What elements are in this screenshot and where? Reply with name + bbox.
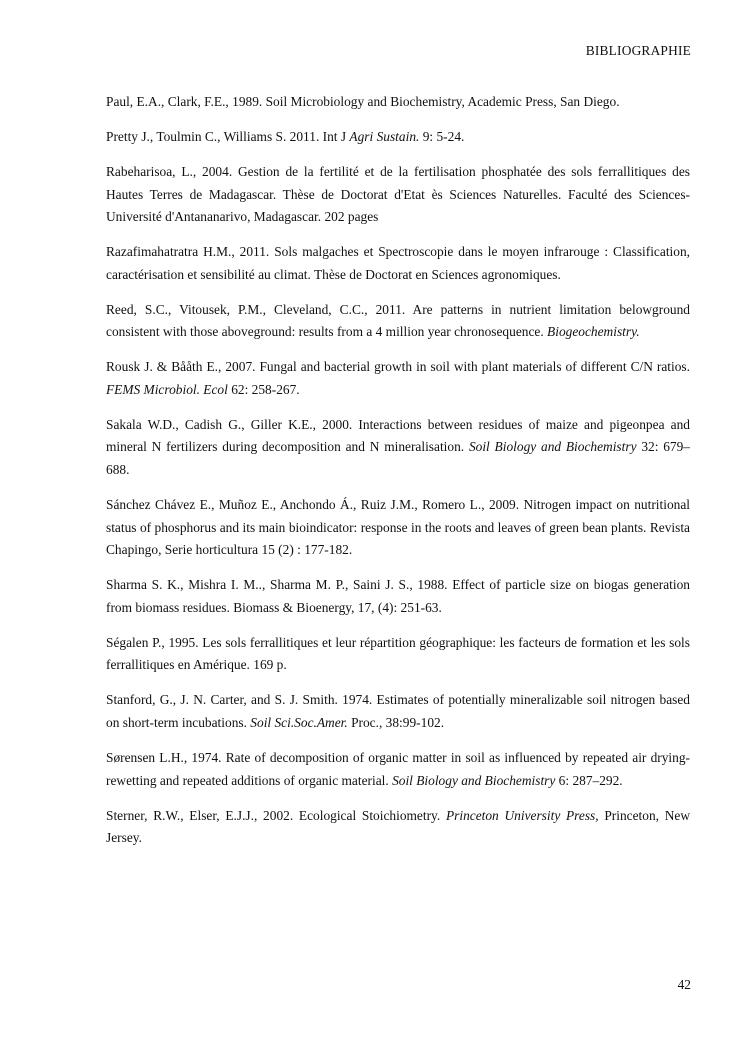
reference-text: Rabeharisoa, L., 2004. Gestion de la fertilité et de la fertilisation phosphatée des sols ferrallitiques des Hautes Terres de Madagascar. Thèse de Doctorat d'Etat ès Sciences Naturelles. Faculté des Sciences- Université d'Antananarivo, Madagascar. 202 pages	[106, 163, 690, 225]
reference-text: Sánchez Chávez E., Muñoz E., Anchondo Á., Ruiz J.M., Romero L., 2009. Nitrogen impact on nutritional status of phosphorus and its main bioindicator: response in the roots and leaves of green bean plants. Revista Chapingo, Serie horticultura 15 (2) : 177-182.	[106, 497, 690, 558]
reference-details: 62: 258-267.	[227, 381, 300, 397]
reference-journal: Soil Sci.Soc.Amer.	[250, 714, 348, 730]
reference-details: Proc., 38:99-102.	[347, 714, 445, 730]
reference-text: Ségalen P., 1995. Les sols ferrallitiques et leur répartition géographique: les facteurs de formation et les sols ferrallitiques en Amérique. 169 p.	[106, 634, 690, 673]
reference-journal: Soil Biology and Biochemistry	[468, 439, 637, 455]
reference-entry	[106, 805, 690, 850]
reference-details: , Princeton, New Jersey.	[106, 807, 690, 846]
reference-text: Paul, E.A., Clark, F.E., 1989. Soil Microbiology and Biochemistry, Academic Press, San Diego.	[106, 94, 620, 109]
reference-entry	[106, 241, 690, 286]
running-header: BIBLIOGRAPHIE	[585, 43, 691, 58]
reference-details: 9: 5-24.	[419, 128, 465, 144]
reference-entry	[106, 356, 690, 401]
reference-text: Rousk J. & Bååth E., 2007. Fungal and bacterial growth in soil with plant materials of different C/N ratios.	[106, 359, 690, 375]
reference-details: 32: 679–688.	[106, 439, 690, 478]
reference-entry	[106, 414, 690, 482]
reference-journal: Soil Biology and Biochemistry	[392, 772, 556, 788]
reference-entry	[106, 632, 690, 677]
reference-entry	[106, 126, 690, 149]
reference-text: Razafimahatratra H.M., 2011. Sols malgaches et Spectroscopie dans le moyen infrarouge : Classification, caractérisation et sensibilité au climat. Thèse de Doctorat en Sciences agronomiques.	[106, 244, 690, 282]
reference-entry	[106, 747, 690, 792]
reference-text: Sharma S. K., Mishra I. M.., Sharma M. P., Saini J. S., 1988. Effect of particle size on biogas generation from biomass residues. Biomass & Bioenergy, 17, (4): 251-63.	[106, 577, 690, 615]
reference-text: Sakala W.D., Cadish G., Giller K.E., 2000. Interactions between residues of maize and pigeonpea and mineral N fertilizers during decomposition and N mineralisation.	[106, 416, 690, 455]
reference-entry	[106, 574, 690, 619]
reference-text: Reed, S.C., Vitousek, P.M., Cleveland, C.C., 2011. Are patterns in nutrient limitation belowground consistent with those aboveground: results from a 4 million year chronosequence.	[106, 301, 690, 340]
reference-text: Sterner, R.W., Elser, E.J.J., 2002. Ecological Stoichiometry.	[106, 807, 446, 823]
reference-entry	[106, 689, 690, 734]
reference-entry	[106, 91, 690, 114]
reference-entry	[106, 161, 690, 229]
reference-text: Stanford, G., J. N. Carter, and S. J. Smith. 1974. Estimates of potentially mineralizable soil nitrogen based on short-term incubations.	[106, 692, 690, 730]
reference-journal: Agri Sustain.	[349, 128, 420, 144]
page-number: 42	[677, 977, 691, 992]
reference-journal: FEMS Microbiol. Ecol	[106, 381, 228, 397]
reference-entry	[106, 299, 690, 344]
reference-text: Sørensen L.H., 1974. Rate of decomposition of organic matter in soil as influenced by repeated air drying-rewetting and repeated additions of organic material.	[106, 749, 690, 788]
reference-journal: Biogeochemistry.	[547, 324, 640, 340]
reference-entry	[106, 494, 690, 562]
reference-journal: Princeton University Press	[445, 807, 596, 823]
reference-text: Pretty J., Toulmin C., Williams S. 2011. Int J	[106, 128, 350, 144]
reference-list	[106, 91, 690, 862]
reference-details: 6: 287–292.	[555, 772, 623, 788]
